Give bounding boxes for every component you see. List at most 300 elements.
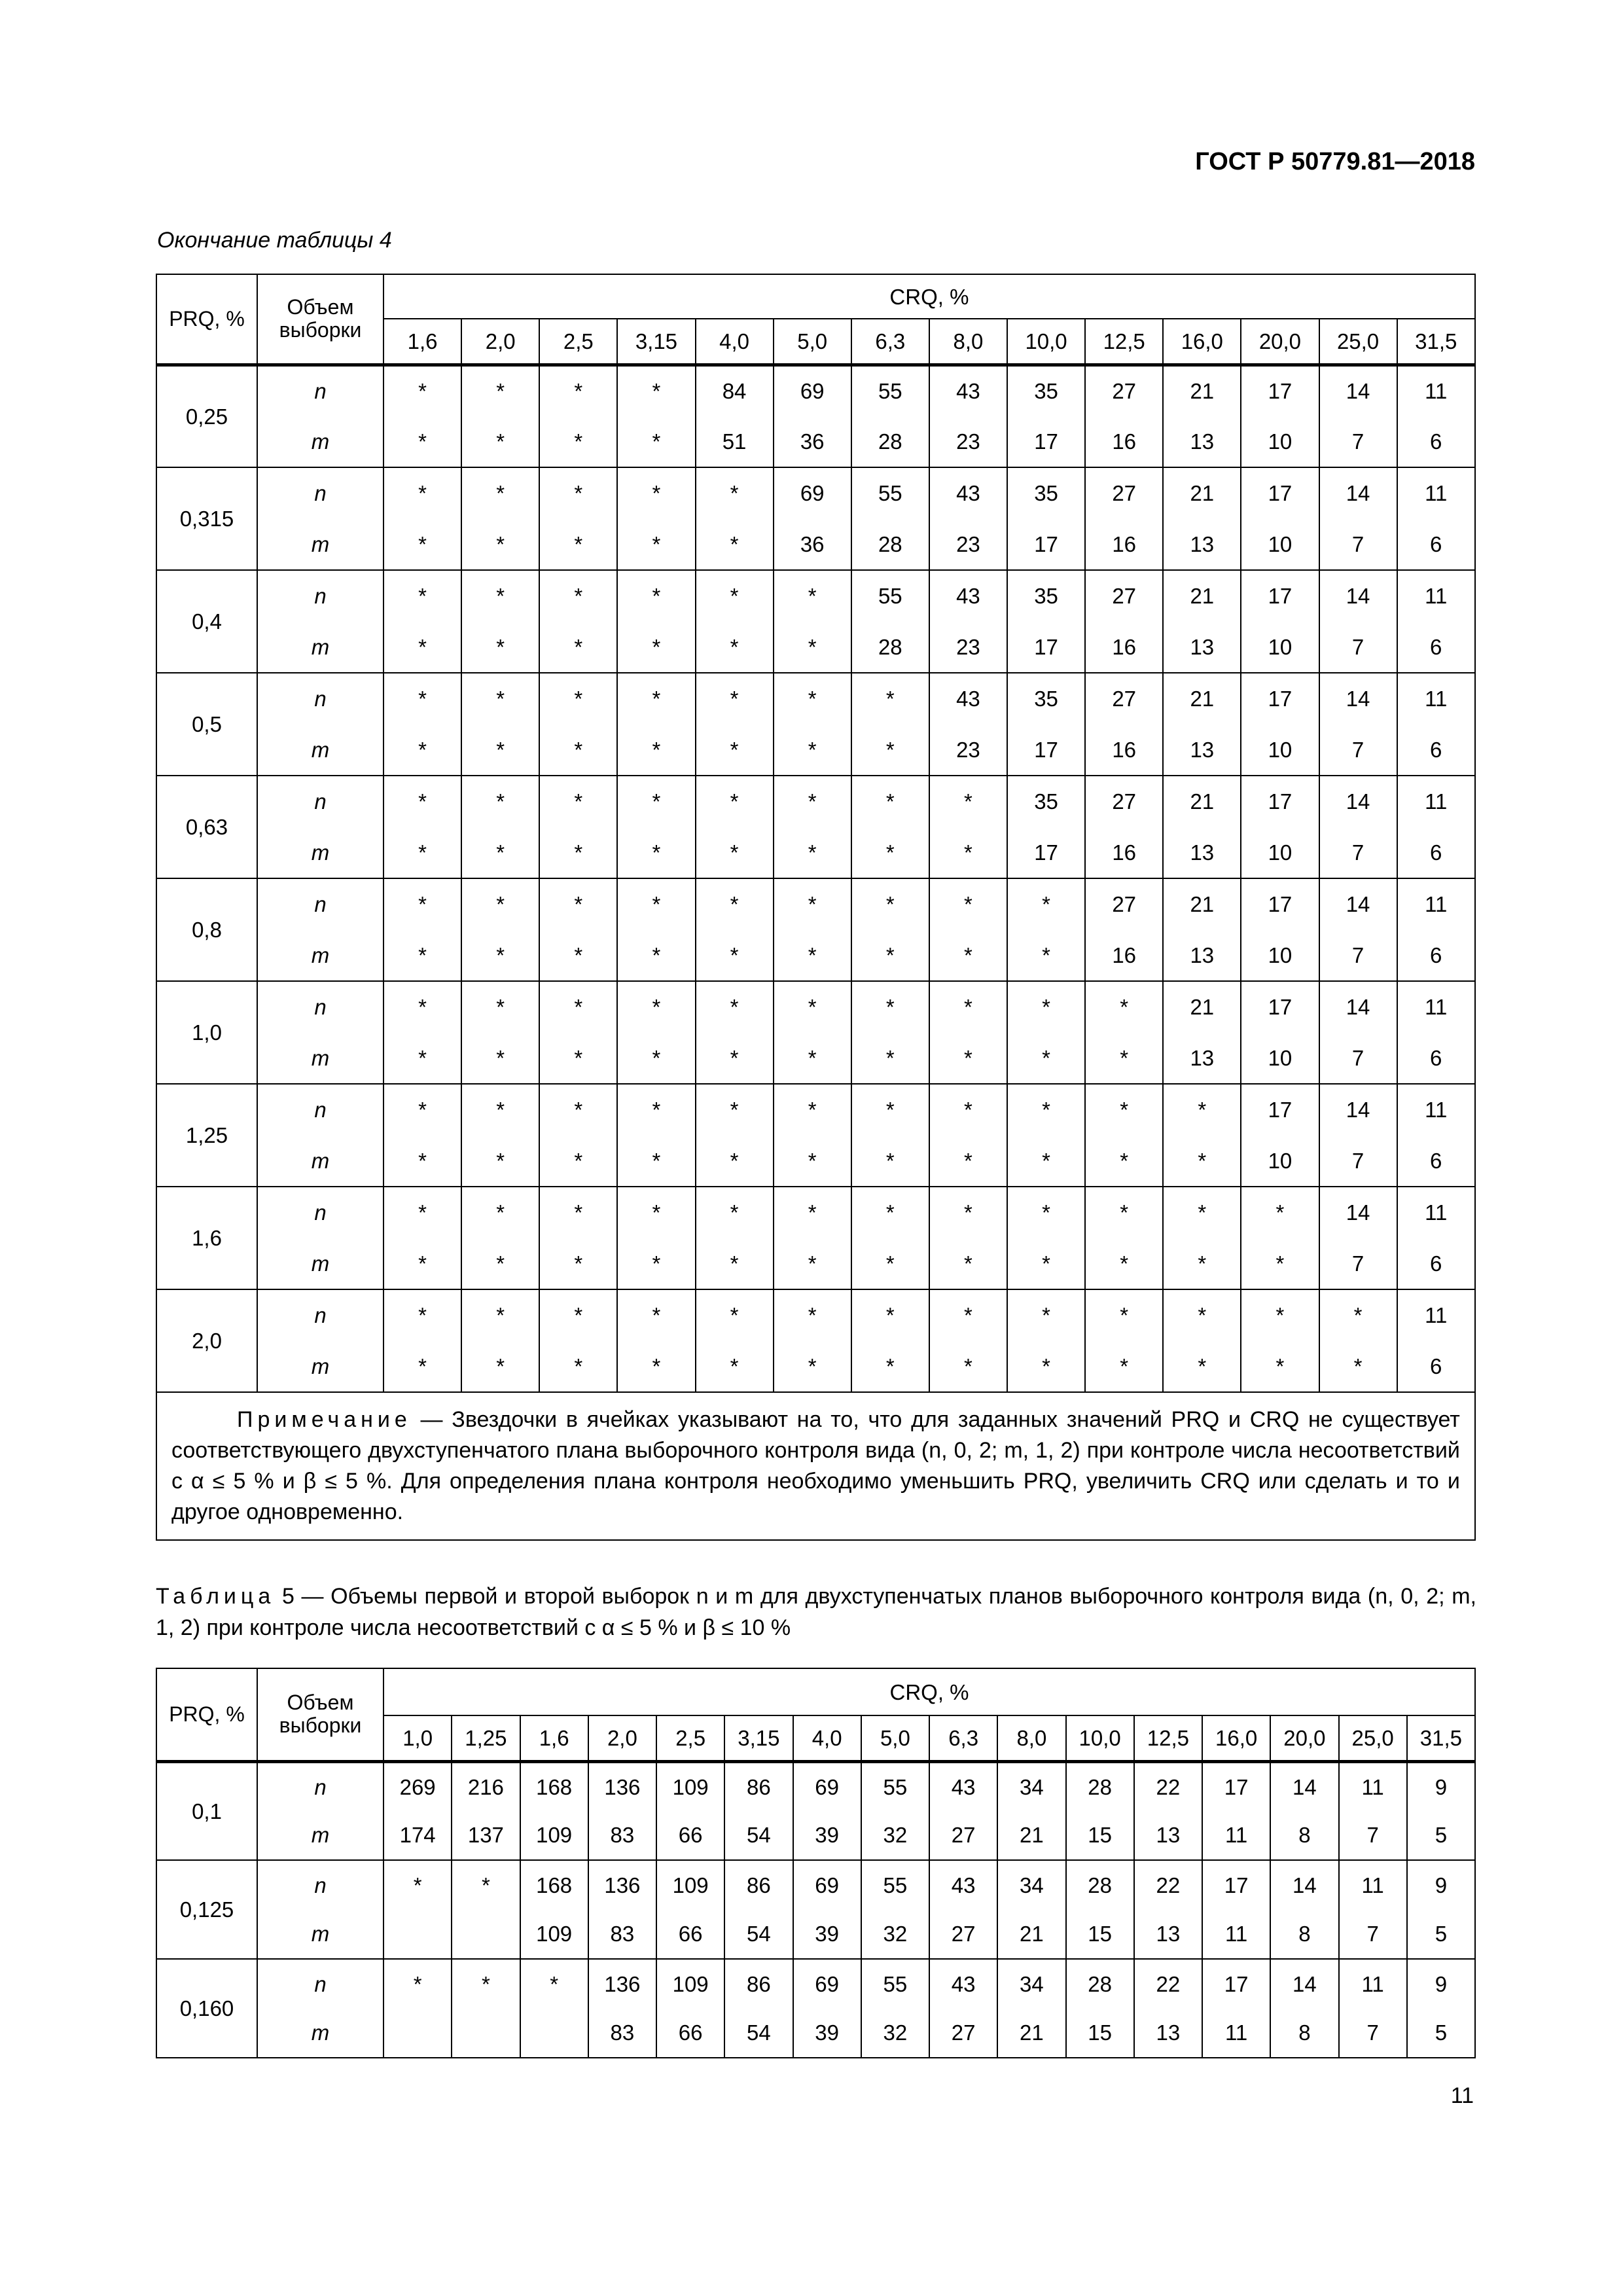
table-cell: *	[617, 467, 695, 519]
crq-value: 1,6	[383, 319, 461, 365]
table-cell: *	[774, 725, 851, 776]
table-cell: *	[617, 1033, 695, 1085]
table-cell: *	[851, 930, 929, 982]
prq-value: 0,160	[156, 1959, 257, 2058]
crq-value: 6,3	[929, 1715, 997, 1761]
table-cell: *	[929, 1289, 1007, 1341]
table-cell: 69	[774, 467, 851, 519]
table-cell: *	[617, 570, 695, 622]
table-cell: *	[1319, 1341, 1397, 1393]
table-cell: 43	[929, 1761, 997, 1811]
table-cell: *	[851, 1341, 929, 1393]
table-row	[156, 673, 1475, 725]
table-cell: *	[774, 1341, 851, 1393]
table-cell: 34	[997, 1959, 1065, 2009]
table-cell: 32	[861, 2009, 929, 2058]
table-cell: *	[1163, 1341, 1241, 1393]
table-cell: *	[696, 1341, 774, 1393]
note-text-block	[171, 1405, 1460, 1528]
table-cell: 11	[1397, 1187, 1475, 1238]
table-cell: *	[696, 1238, 774, 1290]
table-row	[156, 467, 1475, 519]
table-cell: *	[383, 467, 461, 519]
table-cell: 54	[724, 2009, 793, 2058]
table-cell: *	[851, 981, 929, 1033]
table-cell: 69	[793, 1860, 861, 1910]
table-cell: 39	[793, 1910, 861, 1960]
table-cell: *	[774, 570, 851, 622]
table-row	[156, 519, 1475, 571]
table-cell: 11	[1339, 1860, 1407, 1910]
prq-value: 0,1	[156, 1761, 257, 1860]
table-cell: *	[1007, 878, 1085, 930]
table4-caption: Окончание таблицы 4	[157, 228, 392, 253]
row-label-n: n	[257, 570, 383, 622]
table-cell: *	[851, 725, 929, 776]
table-cell: 35	[1007, 365, 1085, 416]
table-cell: 13	[1163, 827, 1241, 879]
table-cell: *	[461, 827, 539, 879]
table-row	[156, 1811, 1475, 1861]
table-cell: 54	[724, 1910, 793, 1960]
table-cell: 11	[1202, 2009, 1270, 2058]
table-cell: 21	[1163, 981, 1241, 1033]
table-cell: 11	[1397, 467, 1475, 519]
table-cell: 21	[1163, 365, 1241, 416]
crq-header: CRQ, %	[383, 1668, 1475, 1715]
row-label-n: n	[257, 776, 383, 827]
table-cell: 14	[1319, 467, 1397, 519]
table-cell: *	[383, 570, 461, 622]
table-row	[156, 622, 1475, 673]
table-cell: 6	[1397, 1238, 1475, 1290]
prq-value: 1,25	[156, 1084, 257, 1187]
table-cell: 7	[1339, 1811, 1407, 1861]
table-cell: *	[461, 981, 539, 1033]
table-cell: 34	[997, 1860, 1065, 1910]
table-cell: *	[539, 1033, 617, 1085]
table-cell: 28	[851, 519, 929, 571]
table-cell: 17	[1241, 878, 1319, 930]
row-label-m: m	[257, 1910, 383, 1960]
table-cell: *	[539, 467, 617, 519]
table-cell: 168	[520, 1860, 588, 1910]
table-cell: 13	[1163, 725, 1241, 776]
crq-value: 16,0	[1202, 1715, 1270, 1761]
table-cell: *	[774, 1238, 851, 1290]
table-cell: *	[1241, 1187, 1319, 1238]
table-cell: *	[1007, 1238, 1085, 1290]
table-cell: 10	[1241, 1136, 1319, 1187]
table-cell: 10	[1241, 519, 1319, 571]
table-cell: 15	[1066, 1910, 1134, 1960]
table-row	[156, 981, 1475, 1033]
table-cell: *	[383, 827, 461, 879]
table-cell: *	[696, 930, 774, 982]
table-cell: 7	[1319, 1136, 1397, 1187]
table-cell: 7	[1339, 1910, 1407, 1960]
table-cell: 21	[1163, 878, 1241, 930]
table-cell: 17	[1241, 570, 1319, 622]
table-cell: *	[617, 519, 695, 571]
table-cell: 27	[929, 1910, 997, 1960]
table-cell: 27	[929, 1811, 997, 1861]
table-cell: 6	[1397, 622, 1475, 673]
table-cell: 27	[1085, 467, 1163, 519]
table-cell: *	[851, 878, 929, 930]
table-cell: *	[461, 1341, 539, 1393]
table-cell: *	[1085, 981, 1163, 1033]
crq-value: 16,0	[1163, 319, 1241, 365]
table-cell: 11	[1339, 1761, 1407, 1811]
table-cell: 269	[383, 1761, 452, 1811]
table-cell: *	[617, 673, 695, 725]
table-cell: *	[383, 776, 461, 827]
table-cell: *	[1085, 1084, 1163, 1136]
table-cell: *	[1085, 1136, 1163, 1187]
table-cell: *	[774, 981, 851, 1033]
table-cell: *	[617, 1187, 695, 1238]
crq-value: 5,0	[861, 1715, 929, 1761]
table-cell: 22	[1134, 1761, 1202, 1811]
table-cell: *	[461, 776, 539, 827]
table-cell: 17	[1007, 416, 1085, 468]
table-cell: *	[929, 776, 1007, 827]
table-cell: 21	[1163, 673, 1241, 725]
table-cell: *	[383, 930, 461, 982]
page-number: 11	[1450, 2083, 1474, 2108]
table-cell: *	[1085, 1187, 1163, 1238]
table-cell: *	[1007, 1136, 1085, 1187]
table-cell: 7	[1319, 622, 1397, 673]
table-cell: *	[929, 930, 1007, 982]
table-row	[156, 1289, 1475, 1341]
table-row	[156, 776, 1475, 827]
table-cell: 28	[1066, 1860, 1134, 1910]
table-cell: *	[1163, 1136, 1241, 1187]
table-cell: *	[461, 570, 539, 622]
table-cell: *	[774, 622, 851, 673]
crq-value: 20,0	[1241, 319, 1319, 365]
table-cell: 22	[1134, 1860, 1202, 1910]
table-cell: 16	[1085, 416, 1163, 468]
table-cell: 6	[1397, 1341, 1475, 1393]
table-cell: *	[383, 981, 461, 1033]
row-label-n: n	[257, 1187, 383, 1238]
crq-value: 20,0	[1270, 1715, 1338, 1761]
crq-value: 31,5	[1407, 1715, 1475, 1761]
row-label-n: n	[257, 1084, 383, 1136]
table-cell: *	[383, 673, 461, 725]
table-cell: *	[774, 1084, 851, 1136]
table5-title-label: Таблица	[156, 1584, 276, 1609]
table-cell: *	[1085, 1289, 1163, 1341]
table-cell: *	[696, 570, 774, 622]
table-cell: 86	[724, 1761, 793, 1811]
table-cell: 11	[1397, 1084, 1475, 1136]
table-cell: *	[929, 1084, 1007, 1136]
table-cell: 14	[1270, 1860, 1338, 1910]
table-cell: 11	[1397, 570, 1475, 622]
table-cell: 13	[1134, 1910, 1202, 1960]
table-row	[156, 2009, 1475, 2058]
table-cell: *	[617, 1341, 695, 1393]
row-label-m: m	[257, 1238, 383, 1290]
table-cell: 11	[1397, 776, 1475, 827]
table-row	[156, 1084, 1475, 1136]
table-cell: *	[383, 1187, 461, 1238]
table-cell: 83	[588, 1910, 656, 1960]
note-row	[156, 1392, 1475, 1540]
table-cell: *	[617, 1136, 695, 1187]
table-cell: 84	[696, 365, 774, 416]
table-cell: 17	[1007, 622, 1085, 673]
table-row	[156, 365, 1475, 416]
table-cell: *	[383, 1033, 461, 1085]
crq-value: 4,0	[793, 1715, 861, 1761]
table-cell: *	[1007, 981, 1085, 1033]
table-cell	[452, 2009, 520, 2058]
prq-value: 0,63	[156, 776, 257, 878]
row-label-n: n	[257, 467, 383, 519]
table-cell: *	[539, 365, 617, 416]
table-cell: *	[461, 1238, 539, 1290]
crq-value: 10,0	[1066, 1715, 1134, 1761]
table-cell: 16	[1085, 827, 1163, 879]
table-cell: 13	[1163, 416, 1241, 468]
row-label-m: m	[257, 1341, 383, 1393]
table-cell: 28	[1066, 1761, 1134, 1811]
table-cell: 6	[1397, 827, 1475, 879]
table-cell: 17	[1202, 1860, 1270, 1910]
table-cell: 6	[1397, 1033, 1475, 1085]
crq-value: 1,6	[520, 1715, 588, 1761]
table-cell: 34	[997, 1761, 1065, 1811]
table-cell: *	[851, 1084, 929, 1136]
table-cell: *	[1163, 1187, 1241, 1238]
table-cell: *	[1007, 1084, 1085, 1136]
prq-value: 0,4	[156, 570, 257, 673]
prq-value: 0,5	[156, 673, 257, 776]
row-label-n: n	[257, 981, 383, 1033]
table-cell: 69	[793, 1761, 861, 1811]
prq-header: PRQ, %	[156, 1668, 257, 1761]
table-cell: *	[461, 365, 539, 416]
table-cell: 55	[861, 1860, 929, 1910]
table-cell: 43	[929, 570, 1007, 622]
table-cell: 14	[1319, 570, 1397, 622]
prq-value: 1,6	[156, 1187, 257, 1289]
table-cell: 21	[1163, 570, 1241, 622]
crq-value: 25,0	[1339, 1715, 1407, 1761]
table-cell: *	[1085, 1033, 1163, 1085]
table-cell: *	[929, 1341, 1007, 1393]
table-cell: *	[383, 1341, 461, 1393]
table-cell: *	[1007, 1289, 1085, 1341]
table-row	[156, 930, 1475, 982]
table-cell: 11	[1397, 1289, 1475, 1341]
table-cell: *	[1241, 1238, 1319, 1290]
prq-value: 0,315	[156, 467, 257, 570]
table-cell: *	[696, 827, 774, 879]
table-cell: *	[539, 1084, 617, 1136]
table-cell: *	[696, 1033, 774, 1085]
table-cell: 21	[997, 1910, 1065, 1960]
table-cell: 14	[1270, 1761, 1338, 1811]
table-cell: *	[617, 1289, 695, 1341]
table-cell: 23	[929, 416, 1007, 468]
table-cell: *	[696, 878, 774, 930]
table-cell: *	[383, 1136, 461, 1187]
table-cell: *	[774, 878, 851, 930]
table-cell: *	[851, 1136, 929, 1187]
table-cell: *	[929, 878, 1007, 930]
table-cell: *	[774, 1187, 851, 1238]
table-row	[156, 416, 1475, 468]
table-row	[156, 1238, 1475, 1290]
table-cell: *	[696, 725, 774, 776]
table-cell: *	[1241, 1289, 1319, 1341]
table-cell: 27	[929, 2009, 997, 2058]
table-cell: 7	[1319, 416, 1397, 468]
table-row	[156, 570, 1475, 622]
table-cell: *	[452, 1959, 520, 2009]
table-cell: *	[617, 878, 695, 930]
prq-value: 1,0	[156, 981, 257, 1084]
crq-value: 10,0	[1007, 319, 1085, 365]
table-cell: 10	[1241, 930, 1319, 982]
table-cell: *	[539, 878, 617, 930]
prq-value: 2,0	[156, 1289, 257, 1392]
table-cell: *	[617, 1238, 695, 1290]
table-cell: 17	[1241, 673, 1319, 725]
table-row	[156, 725, 1475, 776]
header-row	[156, 274, 1475, 319]
table-cell: *	[539, 570, 617, 622]
table-cell: *	[617, 416, 695, 468]
table-row	[156, 1033, 1475, 1085]
table-cell: *	[696, 776, 774, 827]
table-cell: 13	[1163, 1033, 1241, 1085]
crq-value: 4,0	[696, 319, 774, 365]
table-cell: 109	[520, 1910, 588, 1960]
table-cell: *	[851, 673, 929, 725]
crq-value: 3,15	[724, 1715, 793, 1761]
row-label-m: m	[257, 725, 383, 776]
table-cell: 17	[1241, 981, 1319, 1033]
table-cell: *	[617, 365, 695, 416]
row-label-m: m	[257, 1811, 383, 1861]
table-cell: *	[1163, 1289, 1241, 1341]
table-cell: 5	[1407, 2009, 1475, 2058]
table-cell: 36	[774, 519, 851, 571]
table-cell: *	[1007, 1341, 1085, 1393]
row-label-n: n	[257, 1289, 383, 1341]
table-cell: 43	[929, 673, 1007, 725]
table-cell: *	[539, 519, 617, 571]
table-cell: *	[929, 1136, 1007, 1187]
table-cell: 17	[1007, 725, 1085, 776]
table-cell: *	[851, 1238, 929, 1290]
table-cell: *	[383, 1238, 461, 1290]
table-cell: 15	[1066, 2009, 1134, 2058]
table-cell: 109	[520, 1811, 588, 1861]
table-cell: *	[452, 1860, 520, 1910]
table-cell: *	[383, 1084, 461, 1136]
crq-value: 31,5	[1397, 319, 1475, 365]
table-cell: *	[1007, 1033, 1085, 1085]
table-cell: *	[851, 776, 929, 827]
table-cell: 23	[929, 622, 1007, 673]
table-cell: *	[539, 1136, 617, 1187]
crq-value: 2,5	[539, 319, 617, 365]
crq-value: 5,0	[774, 319, 851, 365]
table-cell	[383, 1910, 452, 1960]
table-cell: 17	[1241, 1084, 1319, 1136]
table-cell: 10	[1241, 1033, 1319, 1085]
table-cell: *	[461, 878, 539, 930]
row-label-n: n	[257, 365, 383, 416]
table5-title-text: 5 — Объемы первой и второй выборок n и m для двухступенчатых планов выборочного контроля вида (n, 0, 2; m, 1, 2) при контроле числа несоответствий с α ≤ 5 % и β ≤ 10 %	[156, 1584, 1476, 1640]
table-cell: 55	[861, 1959, 929, 2009]
table-cell: 9	[1407, 1761, 1475, 1811]
row-label-n: n	[257, 673, 383, 725]
table-cell: *	[383, 1959, 452, 2009]
table-cell: 14	[1319, 1084, 1397, 1136]
table-cell: *	[774, 673, 851, 725]
standard-header: ГОСТ Р 50779.81—2018	[1195, 148, 1475, 175]
row-label-n: n	[257, 1959, 383, 2009]
table-cell: 13	[1163, 622, 1241, 673]
table-cell: 13	[1134, 1811, 1202, 1861]
table-cell: 5	[1407, 1910, 1475, 1960]
table-cell: *	[696, 519, 774, 571]
table-cell: *	[774, 827, 851, 879]
table-cell: 17	[1241, 776, 1319, 827]
table-cell: *	[617, 622, 695, 673]
table-cell: *	[774, 1033, 851, 1085]
table-cell: 55	[851, 365, 929, 416]
crq-value: 2,0	[461, 319, 539, 365]
crq-header: CRQ, %	[383, 274, 1475, 319]
prq-value: 0,8	[156, 878, 257, 981]
table-cell: 136	[588, 1761, 656, 1811]
table-cell: *	[851, 1187, 929, 1238]
table-cell	[452, 1910, 520, 1960]
table-cell: 6	[1397, 930, 1475, 982]
volume-header: Объем выборки	[257, 1668, 383, 1761]
table-cell: *	[696, 1289, 774, 1341]
row-label-m: m	[257, 930, 383, 982]
table-cell: 21	[1163, 776, 1241, 827]
table-cell: 14	[1319, 981, 1397, 1033]
table-cell: 13	[1134, 2009, 1202, 2058]
table-cell: *	[539, 1187, 617, 1238]
table-cell: *	[539, 981, 617, 1033]
row-label-m: m	[257, 1033, 383, 1085]
table-cell: 8	[1270, 2009, 1338, 2058]
crq-value: 8,0	[929, 319, 1007, 365]
table-cell: 7	[1319, 827, 1397, 879]
table-note	[156, 1392, 1475, 1540]
table-cell: *	[461, 519, 539, 571]
table-cell: 13	[1163, 930, 1241, 982]
table-4	[156, 274, 1476, 1541]
table-cell: 16	[1085, 519, 1163, 571]
table-cell: 32	[861, 1910, 929, 1960]
table-cell: *	[929, 827, 1007, 879]
table-cell: *	[1163, 1084, 1241, 1136]
